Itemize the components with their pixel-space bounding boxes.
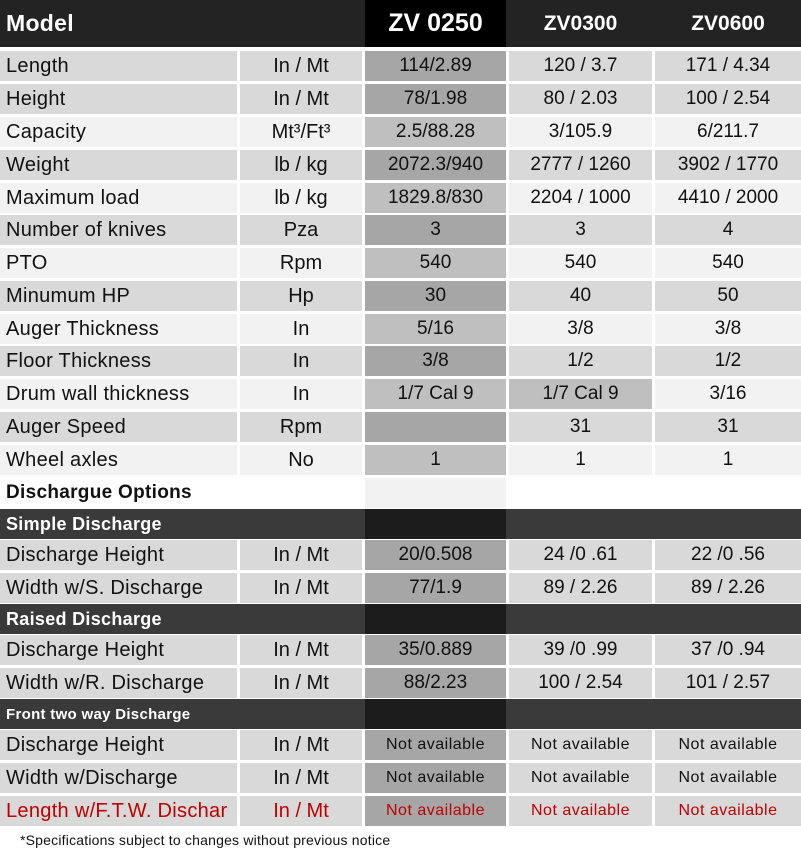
value-zv0250: 2.5/88.28 [365, 117, 506, 147]
row-unit: In [240, 314, 362, 344]
row-unit: In / Mt [240, 763, 362, 793]
value-zv0250: 35/0.889 [365, 635, 506, 665]
value-zv0300: Not available [509, 763, 652, 793]
value-zv0300: 2777 / 1260 [509, 150, 652, 180]
value-zv0600: 50 [655, 281, 801, 311]
header-row [0, 0, 801, 47]
row-unit: Rpm [240, 248, 362, 278]
value-zv0600: 3902 / 1770 [655, 150, 801, 180]
value-zv0250: 2072.3/940 [365, 150, 506, 180]
row-label: Wheel axles [0, 445, 237, 475]
row-label: Height [0, 84, 237, 114]
simple-discharge-height-row [0, 540, 801, 570]
value-zv0300: 3 [509, 215, 652, 245]
value-zv0600: 22 /0 .56 [655, 540, 801, 570]
row-unit: In / Mt [240, 730, 362, 760]
value-zv0300: 120 / 3.7 [509, 51, 652, 81]
row-label: Auger Thickness [0, 314, 237, 344]
row-label: Floor Thickness [0, 346, 237, 376]
value-zv0250: 88/2.23 [365, 668, 506, 698]
raised-discharge-width-row [0, 668, 801, 698]
row-label: Width w/S. Discharge [0, 573, 237, 603]
value-zv0300: 2204 / 1000 [509, 183, 652, 213]
row-label: Width w/R. Discharge [0, 668, 237, 698]
value-zv0600: 4 [655, 215, 801, 245]
value-zv0600: 1 [655, 445, 801, 475]
value-zv0600: 3/16 [655, 379, 801, 409]
spec-row-drum-wall-thickness [0, 379, 801, 409]
front-discharge-length-row [0, 796, 801, 826]
zv0250-column-strip [365, 604, 506, 634]
row-unit: No [240, 445, 362, 475]
section-front-two-way-discharge [0, 699, 801, 729]
section-raised-discharge [0, 604, 801, 634]
row-unit: Hp [240, 281, 362, 311]
value-zv0600: 1/2 [655, 346, 801, 376]
model-zv0300-header: ZV0300 [509, 0, 652, 47]
value-zv0300: 89 / 2.26 [509, 573, 652, 603]
value-zv0300: 24 /0 .61 [509, 540, 652, 570]
value-zv0250: Not available [365, 796, 506, 826]
spec-row-auger-thickness [0, 314, 801, 344]
value-zv0300: 3/105.9 [509, 117, 652, 147]
row-unit: In / Mt [240, 573, 362, 603]
model-zv0250-header: ZV 0250 [365, 0, 506, 47]
row-label: Minumum HP [0, 281, 237, 311]
footnote: *Specifications subject to changes without previous notice [20, 832, 391, 848]
value-zv0600: 31 [655, 412, 801, 442]
value-zv0250: 1/7 Cal 9 [365, 379, 506, 409]
spec-row-height [0, 84, 801, 114]
section-fill [509, 509, 801, 539]
value-zv0250: 1 [365, 445, 506, 475]
row-label: PTO [0, 248, 237, 278]
spec-row-length [0, 51, 801, 81]
model-header: Model [0, 0, 237, 47]
value-zv0300: 540 [509, 248, 652, 278]
row-label: Number of knives [0, 215, 237, 245]
spec-row-minimum-hp [0, 281, 801, 311]
zv0250-column-strip [365, 699, 506, 729]
spec-row-number-of-knives [0, 215, 801, 245]
value-zv0250: 114/2.89 [365, 51, 506, 81]
section-title: Simple Discharge [0, 509, 362, 539]
value-zv0600: 3/8 [655, 314, 801, 344]
row-label: Discharge Height [0, 730, 237, 760]
value-zv0250: 78/1.98 [365, 84, 506, 114]
value-zv0300: Not available [509, 730, 652, 760]
value-zv0300: 40 [509, 281, 652, 311]
model-zv0600-header: ZV0600 [655, 0, 801, 47]
spec-row-floor-thickness [0, 346, 801, 376]
spec-row-maximum-load [0, 183, 801, 213]
row-label: Drum wall thickness [0, 379, 237, 409]
spec-row-wheel-axles [0, 445, 801, 475]
value-zv0600: Not available [655, 730, 801, 760]
row-label: Length w/F.T.W. Dischar [0, 796, 237, 826]
value-zv0600: 37 /0 .94 [655, 635, 801, 665]
row-unit: In / Mt [240, 540, 362, 570]
value-zv0300: 1/2 [509, 346, 652, 376]
spec-row-pto [0, 248, 801, 278]
value-zv0250: 3 [365, 215, 506, 245]
front-discharge-height-row [0, 730, 801, 760]
unit-header [240, 0, 362, 47]
row-unit: In / Mt [240, 635, 362, 665]
value-zv0300: 1/7 Cal 9 [509, 379, 652, 409]
discharge-options-row [0, 478, 801, 508]
section-title: Front two way Discharge [0, 699, 362, 729]
row-unit: In [240, 346, 362, 376]
row-unit: lb / kg [240, 150, 362, 180]
spec-row-auger-speed [0, 412, 801, 442]
spec-row-capacity [0, 117, 801, 147]
value-zv0250: 77/1.9 [365, 573, 506, 603]
row-unit: lb / kg [240, 183, 362, 213]
row-unit: In / Mt [240, 796, 362, 826]
value-zv0600: 4410 / 2000 [655, 183, 801, 213]
value-zv0300: 31 [509, 412, 652, 442]
zv0250-column-strip [365, 509, 506, 539]
row-unit: In / Mt [240, 51, 362, 81]
value-zv0250: 20/0.508 [365, 540, 506, 570]
value-zv0300: 1 [509, 445, 652, 475]
row-unit: In / Mt [240, 668, 362, 698]
front-discharge-width-row [0, 763, 801, 793]
value-zv0250 [365, 412, 506, 442]
spec-row-weight [0, 150, 801, 180]
value-zv0250: Not available [365, 730, 506, 760]
value-zv0600: 101 / 2.57 [655, 668, 801, 698]
value-zv0600: 100 / 2.54 [655, 84, 801, 114]
row-label: Length [0, 51, 237, 81]
raised-discharge-height-row [0, 635, 801, 665]
row-unit: Rpm [240, 412, 362, 442]
value-zv0250: Not available [365, 763, 506, 793]
value-zv0250: 540 [365, 248, 506, 278]
value-zv0250: 30 [365, 281, 506, 311]
section-simple-discharge [0, 509, 801, 539]
value-zv0300: Not available [509, 796, 652, 826]
row-label: Maximum load [0, 183, 237, 213]
value-zv0300: 3/8 [509, 314, 652, 344]
row-label: Width w/Discharge [0, 763, 237, 793]
value-zv0250: 1829.8/830 [365, 183, 506, 213]
zv0250-column-strip [365, 478, 506, 508]
row-label: Discharge Height [0, 635, 237, 665]
section-fill [509, 699, 801, 729]
row-label: Weight [0, 150, 237, 180]
row-unit: Mt³/Ft³ [240, 117, 362, 147]
value-zv0300: 100 / 2.54 [509, 668, 652, 698]
value-zv0300: 39 /0 .99 [509, 635, 652, 665]
row-unit: In / Mt [240, 84, 362, 114]
row-unit: Pza [240, 215, 362, 245]
row-label: Discharge Height [0, 540, 237, 570]
section-fill [509, 604, 801, 634]
row-unit: In [240, 379, 362, 409]
value-zv0600: 540 [655, 248, 801, 278]
value-zv0600: Not available [655, 763, 801, 793]
value-zv0600: 171 / 4.34 [655, 51, 801, 81]
row-label: Capacity [0, 117, 237, 147]
value-zv0600: 6/211.7 [655, 117, 801, 147]
value-zv0250: 5/16 [365, 314, 506, 344]
discharge-options-title: Dischargue Options [6, 482, 192, 503]
value-zv0600: Not available [655, 796, 801, 826]
section-title: Raised Discharge [0, 604, 362, 634]
row-label: Auger Speed [0, 412, 237, 442]
value-zv0250: 3/8 [365, 346, 506, 376]
value-zv0300: 80 / 2.03 [509, 84, 652, 114]
value-zv0600: 89 / 2.26 [655, 573, 801, 603]
simple-discharge-width-row [0, 573, 801, 603]
